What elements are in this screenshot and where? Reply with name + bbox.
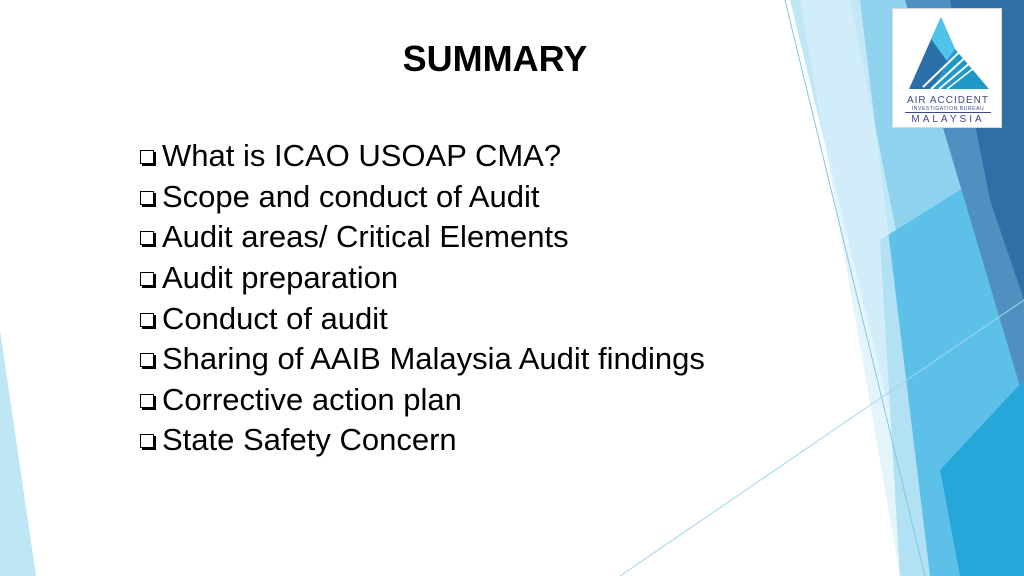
list-item-text: Audit areas/ Critical Elements: [162, 219, 569, 255]
logo-emblem-icon: [893, 9, 1003, 95]
list-item: [140, 217, 705, 258]
list-item: [140, 380, 705, 421]
logo-line-3: MALAYSIA: [905, 112, 991, 125]
summary-list: [140, 136, 705, 461]
logo-line-1: AIR ACCIDENT: [906, 95, 989, 106]
list-item: [140, 339, 705, 380]
slide-title: SUMMARY: [402, 38, 588, 79]
checkbox-bullet-icon: [140, 150, 154, 164]
list-item-text: Conduct of audit: [162, 300, 388, 336]
checkbox-bullet-icon: [140, 434, 154, 448]
list-item-text: Audit preparation: [162, 260, 399, 296]
list-item: [140, 258, 705, 299]
list-item: [140, 298, 705, 339]
checkbox-bullet-icon: [140, 394, 154, 408]
list-item-text: Sharing of AAIB Malaysia Audit findings: [162, 341, 705, 377]
list-item: [140, 136, 705, 177]
aaib-malaysia-logo: [892, 8, 1002, 128]
list-item: [140, 177, 705, 218]
left-accent-shape: [0, 330, 36, 576]
logo-line-2: INVESTIGATION BUREAU: [911, 106, 985, 112]
checkbox-bullet-icon: [140, 313, 154, 327]
checkbox-bullet-icon: [140, 231, 154, 245]
list-item-text: Corrective action plan: [162, 381, 462, 417]
checkbox-bullet-icon: [140, 272, 154, 286]
list-item-text: State Safety Concern: [162, 422, 457, 458]
checkbox-bullet-icon: [140, 191, 154, 205]
list-item-text: What is ICAO USOAP CMA?: [162, 138, 562, 174]
checkbox-bullet-icon: [140, 353, 154, 367]
list-item-text: Scope and conduct of Audit: [162, 178, 540, 214]
list-item: [140, 420, 705, 461]
